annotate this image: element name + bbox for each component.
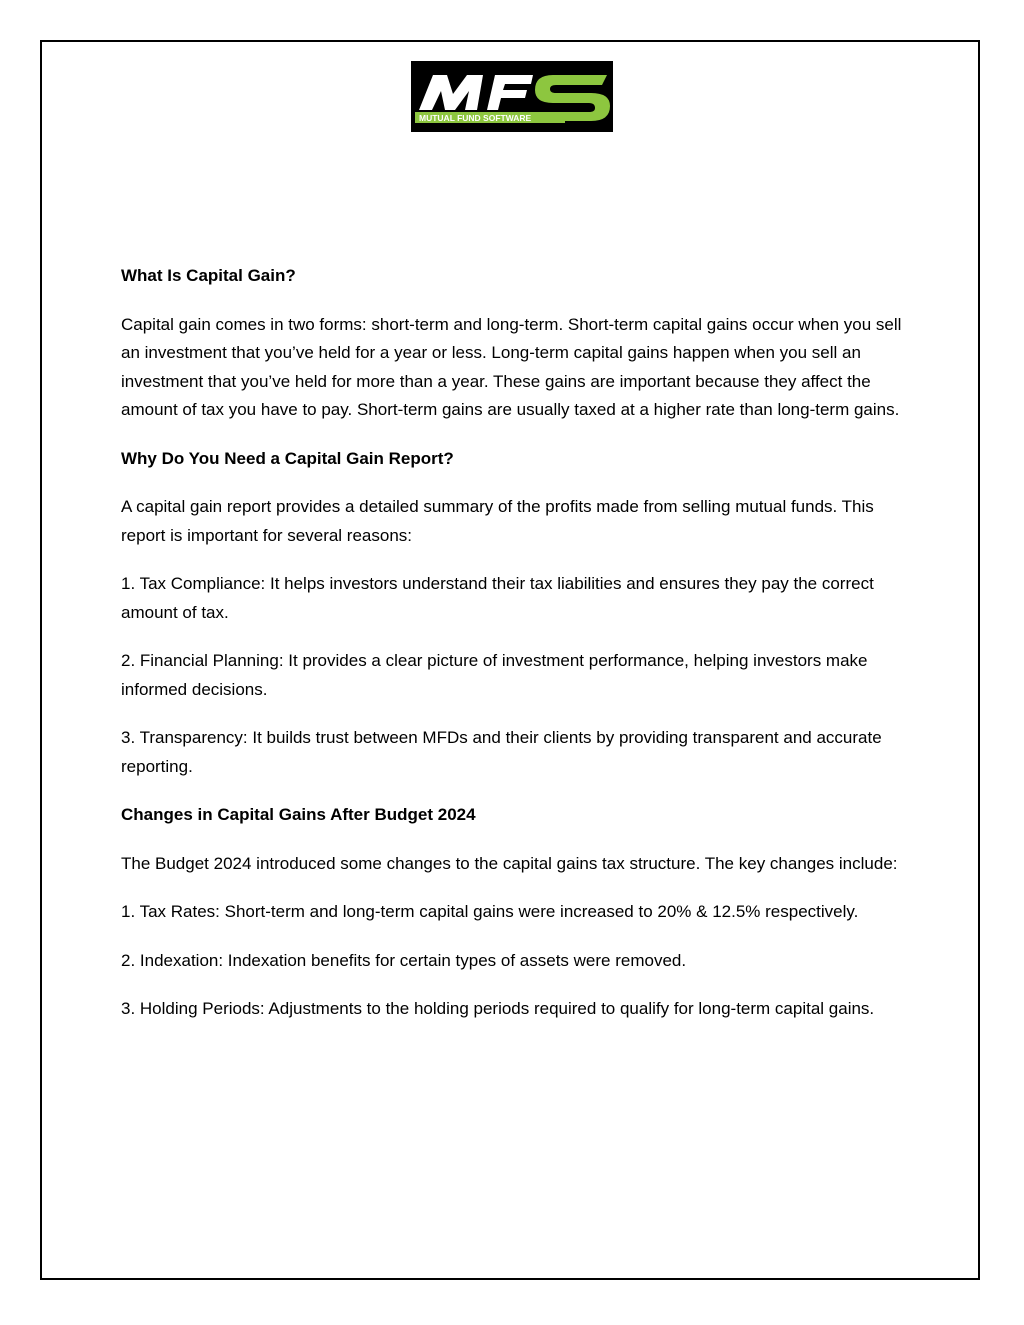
section-what-is-capital-gain [121,262,911,425]
paragraph: A capital gain report provides a detailed summary of the profits made from selling mutual funds. This report is important for several reasons: [121,497,874,545]
mfs-logo [411,61,613,132]
list-item: 3. Holding Periods: Adjustments to the holding periods required to qualify for long-term capital gains. [121,999,875,1018]
list-item: 1. Tax Compliance: It helps investors understand their tax liabilities and ensures they pay the correct amount of tax. [121,574,874,622]
section-heading: What Is Capital Gain? [121,266,296,285]
document-body [121,262,911,1044]
mfs-logo-graphic [411,61,613,132]
section-heading: Why Do You Need a Capital Gain Report? [121,448,454,468]
list-item: 1. Tax Rates: Short-term and long-term capital gains were increased to 20% & 12.5% respectively. [121,902,859,921]
section-budget-2024-changes [121,801,911,1024]
list-item: 3. Transparency: It builds trust between MFDs and their clients by providing transparent and accurate reporting. [121,728,882,776]
section-why-capital-gain-report [121,445,911,782]
logo-tagline: MUTUAL FUND SOFTWARE [419,113,532,123]
section-heading: Changes in Capital Gains After Budget 2024 [121,805,476,824]
list-item: 2. Financial Planning: It provides a clear picture of investment performance, helping investors make informed decisions. [121,651,868,699]
paragraph: The Budget 2024 introduced some changes to the capital gains tax structure. The key changes include: [121,853,898,873]
list-item: 2. Indexation: Indexation benefits for certain types of assets were removed. [121,950,687,970]
paragraph: Capital gain comes in two forms: short-term and long-term. Short-term capital gains occur when you sell an investment that you’ve held for a year or less. Long-term capital gains happen when you sell an investment that you’ve held for more than a year. These gains are important because they affect the amount of tax you have to pay. Short-term gains are usually taxed at a higher rate than long-term gains. [121,314,902,419]
